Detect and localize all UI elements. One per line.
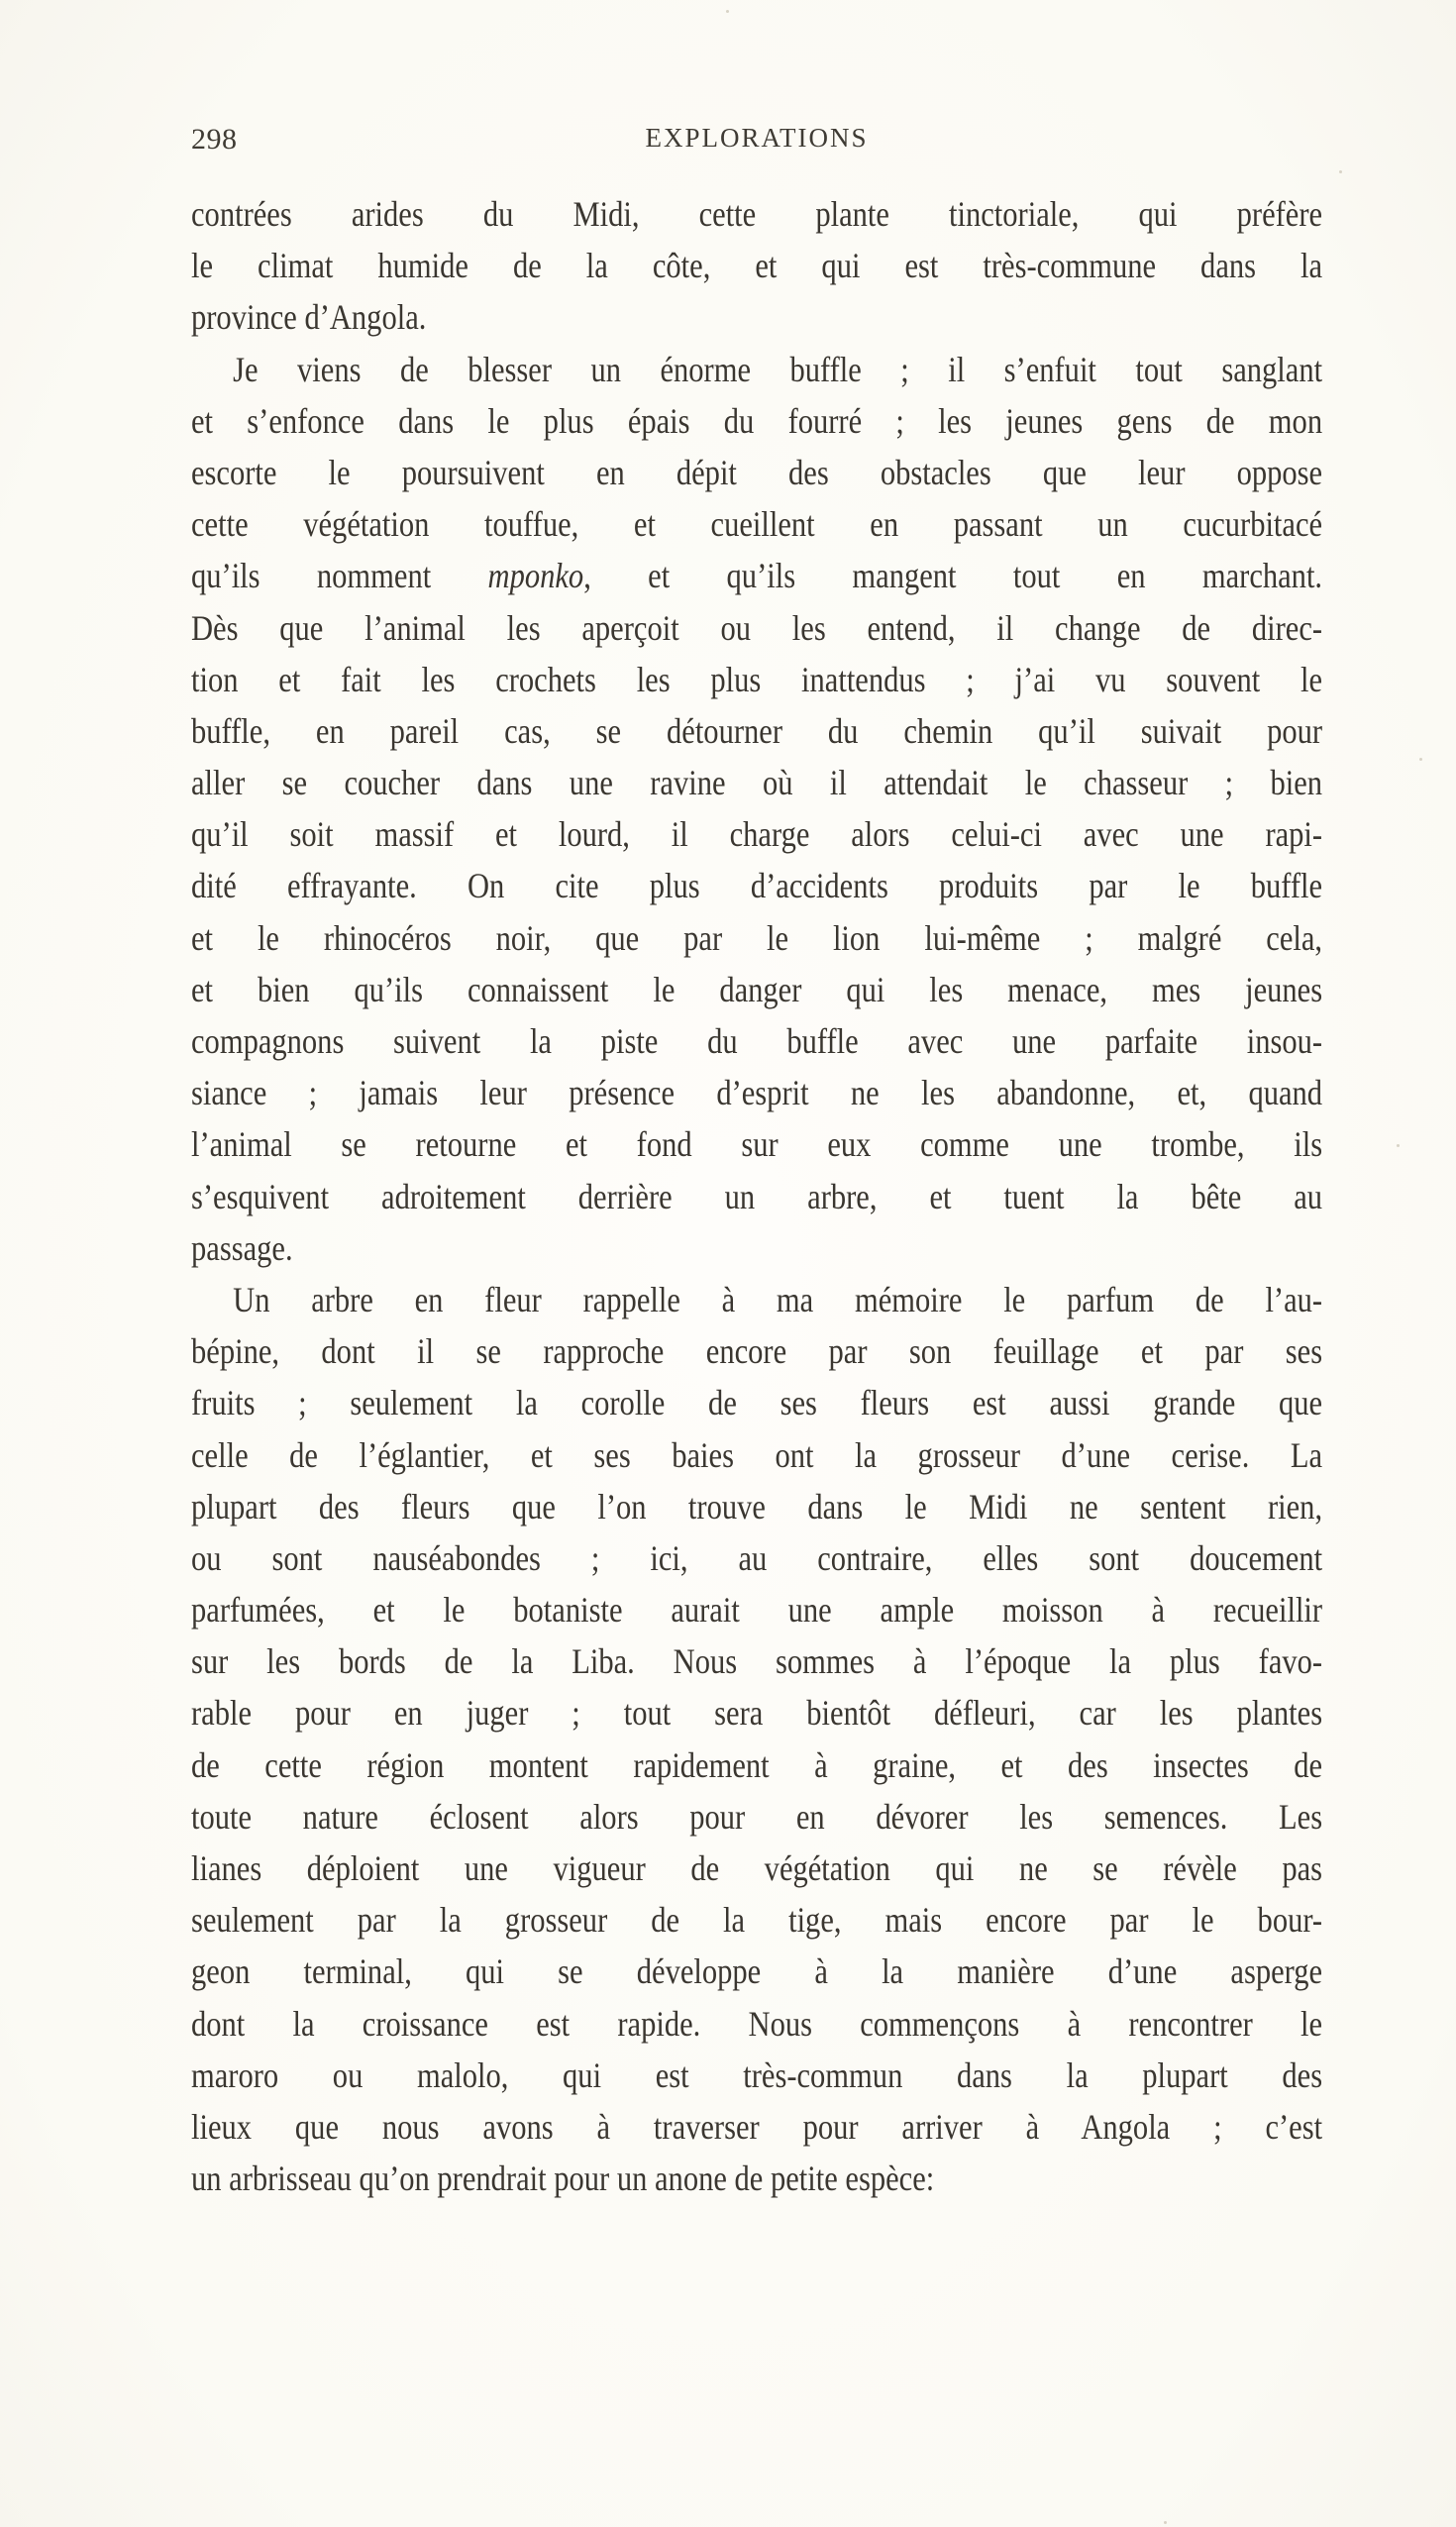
- text-line: bépine, dont il se rapproche encore par son feuillage et par ses: [191, 1331, 1323, 1372]
- paragraph: [191, 1274, 1323, 2204]
- text-line: et s’enfonce dans le plus épais du fourré ; les jeunes gens de mon: [191, 400, 1323, 441]
- text-line: dont la croissance est rapide. Nous commençons à rencontrer le: [191, 2003, 1323, 2044]
- text-line: aller se coucher dans une ravine où il attendait le chasseur ; bien: [191, 763, 1323, 803]
- text-line: le climat humide de la côte, et qui est très-commune dans la: [191, 246, 1323, 286]
- text-line: l’animal se retourne et fond sur eux comme une trombe, ils: [191, 1124, 1323, 1165]
- paper-speck: [1419, 758, 1422, 761]
- text-line: qu’il soit massif et lourd, il charge alors celui-ci avec une rapi-: [191, 814, 1323, 855]
- text-line: geon terminal, qui se développe à la manière d’une asperge: [191, 1951, 1323, 1992]
- text-line: contrées arides du Midi, cette plante tinctoriale, qui préfère: [191, 194, 1323, 234]
- text-line: un arbrisseau qu’on prendrait pour un anone de petite espèce:: [191, 2158, 935, 2199]
- text-line: s’esquivent adroitement derrière un arbre, et tuent la bête au: [191, 1176, 1323, 1216]
- text-line: et bien qu’ils connaissent le danger qui les menace, mes jeunes: [191, 969, 1323, 1009]
- text-line: seulement par la grosseur de la tige, mais encore par le bour-: [191, 1900, 1323, 1941]
- text-line: et le rhinocéros noir, que par le lion lui-même ; malgré cela,: [191, 917, 1323, 958]
- text-line: dité effrayante. On cite plus d’accidents produits par le buffle: [191, 866, 1323, 906]
- paper-speck: [726, 10, 729, 13]
- paper-speck: [1397, 1144, 1400, 1147]
- text-line: lieux que nous avons à traverser pour arriver à Angola ; c’est: [191, 2106, 1323, 2147]
- text-line: toute nature éclosent alors pour en dévorer les semences. Les: [191, 1796, 1323, 1837]
- text-line: Un arbre en fleur rappelle à ma mémoire le parfum de l’au-: [233, 1279, 1323, 1319]
- text-line: province d’Angola.: [191, 297, 427, 338]
- text-line: passage.: [191, 1227, 293, 1268]
- text-line: maroro ou malolo, qui est très-commun dans la plupart des: [191, 2054, 1323, 2095]
- text-line: plupart des fleurs que l’on trouve dans le Midi ne sentent rien,: [191, 1486, 1323, 1527]
- text-line: de cette région montent rapidement à graine, et des insectes de: [191, 1744, 1323, 1785]
- text-line: rable pour en juger ; tout sera bientôt défleuri, car les plantes: [191, 1693, 1323, 1734]
- text-line: parfumées, et le botaniste aurait une ample moisson à recueillir: [191, 1590, 1323, 1631]
- text-line: sur les bords de la Liba. Nous sommes à l’époque la plus favo-: [191, 1641, 1323, 1682]
- paper-speck: [1164, 2521, 1167, 2524]
- text-line: Dès que l’animal les aperçoit ou les entend, il change de direc-: [191, 607, 1323, 648]
- running-title: EXPLORATIONS: [645, 123, 869, 153]
- text-line: ou sont nauséabondes ; ici, au contraire, elles sont doucement: [191, 1537, 1323, 1578]
- text-line: compagnons suivent la piste du buffle avec une parfaite insou-: [191, 1021, 1323, 1061]
- text-line: fruits ; seulement la corolle de ses fleurs est aussi grande que: [191, 1383, 1323, 1423]
- page-number: 298: [191, 123, 238, 156]
- text-line: buffle, en pareil cas, se détourner du chemin qu’il suivait pour: [191, 710, 1323, 751]
- text-line: lianes déploient une vigueur de végétation qui ne se révèle pas: [191, 1848, 1323, 1888]
- text-line: siance ; jamais leur présence d’esprit ne les abandonne, et, quand: [191, 1073, 1323, 1113]
- italic-term: mponko: [487, 556, 584, 596]
- paper-speck: [1339, 170, 1342, 173]
- text-line: escorte le poursuivent en dépit des obstacles que leur oppose: [191, 452, 1323, 492]
- running-head: [191, 123, 1322, 162]
- text-line: celle de l’églantier, et ses baies ont la grosseur d’une cerise. La: [191, 1434, 1323, 1475]
- text-line: qu’ils nomment mponko, et qu’ils mangent tout en marchant.: [191, 556, 1323, 596]
- text-line: tion et fait les crochets les plus inattendus ; j’ai vu souvent le: [191, 659, 1323, 699]
- text-line: Je viens de blesser un énorme buffle ; il s’enfuit tout sanglant: [233, 349, 1323, 389]
- paragraph: [191, 344, 1323, 1274]
- text-line: cette végétation touffue, et cueillent en passant un cucurbitacé: [191, 504, 1323, 545]
- paragraph: [191, 188, 1323, 344]
- body-text: [191, 188, 1323, 2204]
